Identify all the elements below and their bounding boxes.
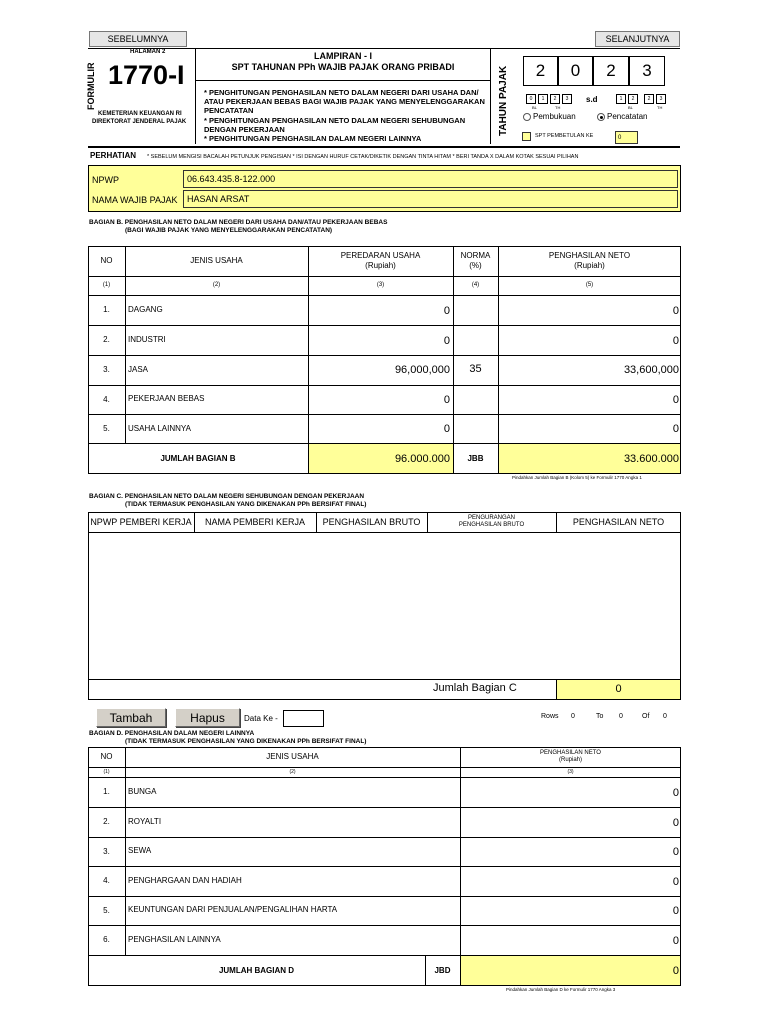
b-row-neto: 0: [672, 335, 679, 347]
b-row-norma[interactable]: [453, 414, 498, 443]
d-note: Pindahkan Jumlah Bagian D ke Formulir 1770 Angka 3: [506, 987, 616, 992]
section-d-rule: [88, 866, 681, 867]
end-th-label: TH: [657, 105, 663, 110]
section-b-rule: [88, 355, 681, 356]
b-row-jenis: USAHA LAINNYA: [128, 424, 191, 433]
header-title-rule: [195, 80, 490, 81]
d-row-jenis: KEUNTUNGAN DARI PENJUALAN/PENGALIHAN HARTA: [128, 905, 338, 914]
d-row-no: 2.: [103, 817, 110, 827]
pembetulan-checkbox[interactable]: [522, 132, 531, 141]
d-row-jenis: SEWA: [128, 846, 152, 855]
b-header-norma-1: NORMA: [460, 251, 491, 261]
section-c-subtitle: (TIDAK TERMASUK PENGHASILAN YANG DIKENAKAN PPh BERSIFAT FINAL): [125, 501, 367, 508]
c-header-nama: NAMA PEMBERI KERJA: [204, 516, 306, 527]
pencatatan-label: Pencatatan: [607, 112, 648, 121]
b-header-jenis: JENIS USAHA: [190, 256, 243, 266]
d-header-no: NO: [100, 752, 113, 762]
d-colnum-1: (1): [103, 769, 110, 775]
d-colnum-3: (3): [567, 769, 574, 775]
desc-line-1: * PENGHITUNGAN PENGHASILAN NETO DALAM NEGERI DARI USAHA DAN/: [204, 88, 479, 97]
b-row-peredaran[interactable]: 0: [443, 423, 450, 435]
section-c-title: BAGIAN C. PENGHASILAN NETO DALAM NEGERI SEHUBUNGAN DENGAN PEKERJAAN: [89, 493, 365, 500]
d-header-neto: [460, 747, 681, 767]
rows-value: 0: [571, 713, 575, 720]
b-row-neto: 0: [672, 305, 679, 317]
section-b-title: BAGIAN B. PENGHASILAN NETO DALAM NEGERI DARI USAHA DAN/ATAU PEKERJAAN BEBAS: [89, 219, 388, 226]
d-header-neto-1: PENGHASILAN NETO: [540, 749, 601, 756]
d-row-neto[interactable]: 0: [672, 787, 679, 799]
c-total-label: Jumlah Bagian C: [433, 682, 517, 694]
desc-line-6: * PENGHITUNGAN PENGHASILAN DALAM NEGERI LAINNYA: [204, 134, 422, 143]
c-header-pengurangan-2: PENGHASILAN BRUTO: [458, 522, 525, 528]
b-header-norma-2: (%): [469, 261, 482, 270]
section-b-rule: [88, 414, 681, 415]
sd-label: s.d: [586, 95, 598, 104]
b-header-neto-1: PENGHASILAN NETO: [548, 251, 631, 261]
period-start-1[interactable]: 0: [526, 94, 536, 104]
rows-label: Rows: [541, 713, 559, 720]
form-number: 1770-I: [108, 60, 185, 90]
b-header-neto: [498, 246, 681, 276]
npwp-input[interactable]: 06.643.435.8-122.000: [183, 170, 678, 188]
next-button[interactable]: SELANJUTNYA: [595, 31, 680, 47]
header-bottom-rule: [88, 146, 680, 148]
b-row-no: 2.: [103, 335, 110, 345]
section-b-subtitle: (BAGI WAJIB PAJAK YANG MENYELENGGARAKAN PENCATATAN): [125, 227, 333, 234]
b-row-norma[interactable]: [453, 385, 498, 414]
c-header-pengurangan-1: PENGURANGAN: [467, 514, 515, 521]
period-end-2[interactable]: 2: [628, 94, 638, 104]
b-note: Pindahkan Jumlah Bagian B (Kolom 5) ke Formulir 1770 Angka 1: [512, 475, 642, 480]
start-bl-label: BL: [532, 105, 537, 110]
d-row-neto[interactable]: 0: [672, 846, 679, 858]
b-row-no: 3.: [103, 365, 110, 375]
d-row-jenis: BUNGA: [128, 787, 157, 796]
period-start-4[interactable]: 3: [562, 94, 572, 104]
d-row-no: 5.: [103, 905, 110, 915]
d-row-no: 1.: [103, 787, 110, 797]
year-digit-3[interactable]: 2: [593, 56, 629, 86]
b-row-jenis: INDUSTRI: [128, 335, 166, 344]
period-end-3[interactable]: 2: [644, 94, 654, 104]
b-header-neto-2: (Rupiah): [574, 261, 605, 270]
tahun-pajak-label: TAHUN PAJAK: [498, 65, 509, 136]
b-header-peredaran-1: PEREDARAN USAHA: [340, 251, 421, 261]
b-row-jenis: DAGANG: [128, 305, 163, 314]
section-b-rule: [88, 325, 681, 326]
b-total-label: JUMLAH BAGIAN B: [160, 453, 236, 463]
d-jbd-label: JBD: [434, 965, 451, 975]
d-row-jenis: PENGHARGAAN DAN HADIAH: [128, 876, 242, 885]
b-header-peredaran: [308, 246, 453, 276]
b-header-norma: [453, 246, 498, 276]
year-digit-1[interactable]: 2: [523, 56, 558, 86]
pembetulan-input[interactable]: 0: [615, 131, 638, 144]
d-colnum-2: (2): [289, 769, 296, 775]
b-row-norma[interactable]: 35: [469, 363, 482, 376]
period-start-3[interactable]: 2: [550, 94, 560, 104]
c-header-pengurangan: [427, 512, 556, 532]
c-total-value: 0: [615, 682, 622, 695]
b-colnum-3: (3): [376, 281, 385, 288]
section-d-rule: [88, 925, 681, 926]
c-header-bruto: PENGHASILAN BRUTO: [322, 516, 421, 527]
c-header-neto: PENGHASILAN NETO: [572, 516, 665, 527]
d-row-neto[interactable]: 0: [672, 817, 679, 829]
prev-button[interactable]: SEBELUMNYA: [89, 31, 187, 47]
pembetulan-label: SPT PEMBETULAN KE: [535, 133, 594, 139]
desc-line-2: ATAU PEKERJAAN BEBAS BAGI WAJIB PAJAK YANG MENYELENGGARAKAN: [204, 97, 485, 106]
b-colnum-2: (2): [212, 281, 221, 288]
desc-line-5: DENGAN PEKERJAAN: [204, 125, 285, 134]
year-digit-2[interactable]: 0: [558, 56, 593, 86]
formulir-label: FORMULIR: [86, 62, 96, 110]
b-jbb-label: JBB: [467, 453, 484, 463]
b-total-peredaran: 96.000.000: [394, 453, 450, 465]
section-d-rule: [88, 777, 681, 778]
b-row-neto: 0: [672, 423, 679, 435]
header-top-rule: [88, 48, 680, 49]
start-th-label: TH: [555, 105, 561, 110]
b-row-neto: 33,600,000: [623, 364, 679, 376]
c-header-npwp: NPWP PEMBERI KERJA: [90, 516, 192, 527]
section-d-rule: [88, 837, 681, 838]
nama-wp-input[interactable]: HASAN ARSAT: [183, 190, 678, 208]
d-row-neto[interactable]: 0: [672, 876, 679, 888]
tambah-button[interactable]: Tambah: [96, 708, 166, 727]
section-d-col-rule: [460, 747, 461, 986]
of-label: Of: [642, 713, 650, 720]
b-row-neto: 0: [672, 394, 679, 406]
nama-wp-label: NAMA WAJIB PAJAK: [92, 195, 178, 205]
section-b-rule: [88, 295, 681, 296]
d-row-no: 4.: [103, 876, 110, 886]
b-row-norma[interactable]: [453, 325, 498, 355]
section-d-rule: [88, 807, 681, 808]
agency-line-2: DIREKTORAT JENDERAL PAJAK: [92, 119, 187, 125]
d-row-jenis: ROYALTI: [128, 817, 162, 826]
b-row-jenis: PEKERJAAN BEBAS: [128, 394, 205, 403]
section-b-rule: [88, 385, 681, 386]
d-total-label: JUMLAH BAGIAN D: [218, 965, 295, 975]
section-d-col-rule: [125, 747, 126, 955]
b-row-jenis: JASA: [128, 365, 149, 374]
hapus-button[interactable]: Hapus: [175, 708, 240, 727]
pembukuan-radio[interactable]: [523, 113, 531, 121]
b-row-no: 1.: [103, 305, 110, 315]
npwp-label: NPWP: [92, 175, 119, 185]
halaman-label: HALAMAN 2: [130, 49, 166, 55]
b-total-neto: 33.600.000: [623, 453, 679, 465]
year-digit-4[interactable]: 3: [629, 56, 665, 86]
b-row-no: 5.: [103, 423, 110, 433]
d-row-neto[interactable]: 0: [672, 935, 679, 947]
spt-title: SPT TAHUNAN PPh WAJIB PAJAK ORANG PRIBADI: [231, 62, 455, 72]
b-colnum-4: (4): [471, 281, 480, 288]
end-bl-label: BL: [628, 105, 633, 110]
c-data-area[interactable]: [89, 533, 680, 679]
section-d-rule: [88, 896, 681, 897]
pencatatan-radio[interactable]: [597, 113, 605, 121]
data-ke-label: Data Ke -: [244, 714, 278, 723]
b-colnum-1: (1): [102, 281, 111, 288]
d-row-neto[interactable]: 0: [672, 905, 679, 917]
pencatatan-radio-dot: [600, 116, 603, 119]
d-row-no: 3.: [103, 846, 110, 856]
header-divider-2: [490, 48, 491, 144]
d-total-value: 0: [672, 965, 679, 977]
b-row-norma[interactable]: [453, 295, 498, 325]
to-label: To: [596, 713, 604, 720]
b-row-peredaran[interactable]: 0: [443, 305, 450, 317]
data-ke-input[interactable]: [283, 710, 324, 727]
to-value: 0: [619, 713, 623, 720]
perhatian-label: PERHATIAN: [90, 151, 137, 160]
b-row-peredaran[interactable]: 0: [443, 335, 450, 347]
period-end-1[interactable]: 1: [616, 94, 626, 104]
b-row-no: 4.: [103, 394, 110, 404]
b-row-peredaran[interactable]: 96,000,000: [394, 364, 450, 376]
section-d-subtitle: (TIDAK TERMASUK PENGHASILAN YANG DIKENAKAN PPh BERSIFAT FINAL): [125, 738, 367, 745]
d-header-neto-2: (Rupiah): [558, 757, 582, 763]
lampiran-title: LAMPIRAN - I: [314, 51, 372, 61]
d-header-jenis: JENIS USAHA: [266, 752, 319, 762]
period-start-2[interactable]: 1: [538, 94, 548, 104]
period-end-4[interactable]: 3: [656, 94, 666, 104]
b-header-peredaran-2: (Rupiah): [365, 261, 396, 270]
of-value: 0: [663, 713, 667, 720]
d-row-no: 6.: [103, 935, 110, 945]
b-colnum-5: (5): [585, 281, 594, 288]
agency-line-1: KEMETERIAN KEUANGAN RI: [98, 111, 182, 117]
desc-line-4: * PENGHITUNGAN PENGHASILAN NETO DALAM NEGERI SEHUBUNGAN: [204, 116, 466, 125]
b-header-no: NO: [100, 256, 113, 266]
perhatian-text: * SEBELUM MENGISI BACALAH PETUNJUK PENGISIAN * ISI DENGAN HURUF CETAK/DIKETIK DENGAN TINTA HITAM * BERI TANDA X DALAM KOTAK SESUAI PILIHAN: [147, 154, 579, 160]
d-row-jenis: PENGHASILAN LAINNYA: [128, 935, 221, 944]
section-d-title: BAGIAN D. PENGHASILAN DALAM NEGERI LAINNYA: [89, 730, 255, 737]
desc-line-3: PENCATATAN: [204, 106, 254, 115]
b-row-peredaran[interactable]: 0: [443, 394, 450, 406]
pembukuan-label: Pembukuan: [533, 112, 576, 121]
